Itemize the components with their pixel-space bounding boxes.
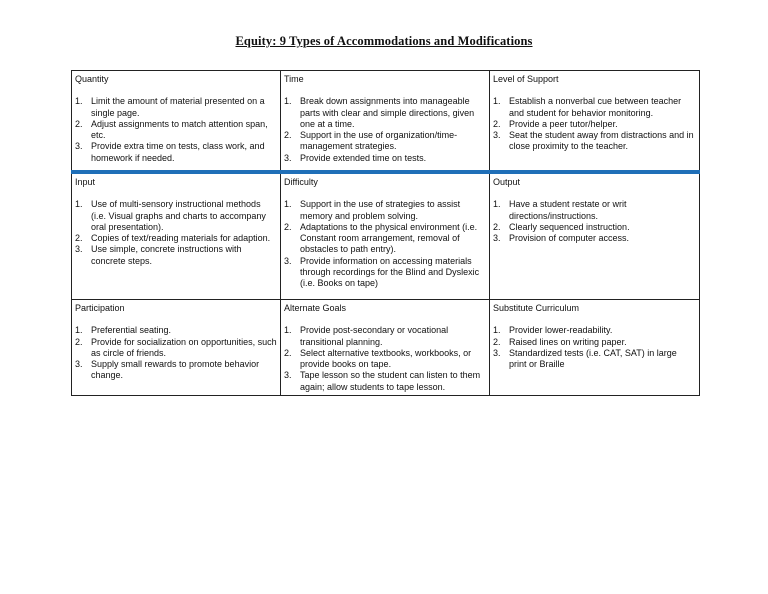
item-number: 3. [493,130,501,141]
list-item [493,96,696,119]
item-number: 1. [284,199,292,210]
item-number: 2. [284,347,292,358]
list-item [75,141,277,164]
item-text: Tape lesson so the student can listen to them again; allow students to tape lesson. [300,370,481,392]
item-number: 1. [75,199,83,210]
item-text: Provide for socialization on opportunities, such as circle of friends. [91,336,277,358]
item-text: Clearly sequenced instruction. [509,221,630,232]
accommodations-table [71,70,700,396]
list-item [75,233,277,244]
list-item [493,199,696,222]
item-number: 3. [284,152,292,163]
item-number: 2. [493,336,501,347]
cell-level-of-support [490,71,700,173]
list-item [75,325,277,336]
item-list [284,199,486,289]
item-number: 3. [75,359,83,370]
list-item [75,359,277,382]
table-row [72,300,700,396]
item-list [75,96,277,164]
cell-time [281,71,490,173]
cell-heading: Participation [75,303,125,313]
item-list [493,199,696,244]
item-number: 2. [284,221,292,232]
list-item [493,325,696,336]
list-item [75,199,277,233]
cell-participation [72,300,281,396]
cell-heading: Alternate Goals [284,303,347,313]
list-item [493,222,696,233]
item-number: 1. [75,325,83,336]
item-text: Provide extended time on tests. [300,152,427,163]
item-number: 2. [75,118,83,129]
cell-heading: Output [493,177,521,187]
cell-substitute-curriculum [490,300,700,396]
list-item [75,337,277,360]
item-number: 1. [493,325,501,336]
item-text: Break down assignments into manageable parts with clear and simple directions, given one at a time. [300,96,475,129]
item-list [284,96,486,164]
item-text: Select alternative textbooks, workbooks, or provide books on tape. [300,347,472,370]
item-text: Provider lower-readability. [509,325,613,336]
item-text: Provide post-secondary or vocational transitional planning. [300,325,449,347]
item-number: 2. [75,233,83,244]
item-number: 2. [284,130,292,141]
item-list [493,96,696,152]
list-item [284,348,486,371]
item-number: 1. [284,96,292,107]
list-item [284,325,486,348]
item-text: Use of multi-sensory instructional methods (i.e. Visual graphs and charts to accompany oral presentation). [91,199,266,232]
item-number: 2. [493,221,501,232]
cell-output [490,172,700,300]
item-text: Raised lines on writing paper. [509,336,627,347]
item-number: 1. [75,96,83,107]
page-title: Equity: 9 Types of Accommodations and Modifications [235,34,533,48]
item-number: 1. [493,96,501,107]
item-number: 2. [493,118,501,129]
list-item [75,96,277,119]
item-text: Copies of text/reading materials for adaption. [91,233,271,244]
item-number: 2. [75,336,83,347]
item-text: Adjust assignments to match attention span, etc. [91,118,268,141]
cell-heading: Difficulty [284,177,318,187]
item-number: 1. [493,199,501,210]
list-item [493,233,696,244]
cell-heading: Quantity [75,74,109,84]
item-number: 3. [75,244,83,255]
cell-heading: Input [75,177,96,187]
list-item [284,370,486,393]
item-text: Provision of computer access. [509,233,630,244]
item-text: Use simple, concrete instructions with concrete steps. [91,244,242,266]
list-item [493,337,696,348]
item-text: Standardized tests (i.e. CAT, SAT) in large print or Braille [509,347,677,370]
list-item [493,348,696,371]
list-item [493,130,696,153]
item-text: Provide extra time on tests, class work, and homework if needed. [91,141,265,163]
item-text: Have a student restate or writ directions/instructions. [509,199,627,221]
cell-alternate-goals [281,300,490,396]
list-item [284,153,486,164]
cell-heading: Time [284,74,304,84]
item-number: 1. [284,325,292,336]
list-item [75,244,277,267]
item-text: Preferential seating. [91,325,172,336]
item-number: 3. [284,255,292,266]
item-number: 3. [284,370,292,381]
list-item [284,96,486,130]
list-item [493,119,696,130]
item-list [75,325,277,381]
list-item [284,222,486,256]
item-text: Support in the use of strategies to assist memory and problem solving. [300,199,461,221]
item-list [284,325,486,393]
item-text: Limit the amount of material presented on a single page. [91,96,265,118]
item-text: Seat the student away from distractions and in close proximity to the teacher. [509,130,694,152]
item-number: 3. [75,141,83,152]
cell-input [72,172,281,300]
list-item [284,130,486,153]
list-item [284,199,486,222]
cell-difficulty [281,172,490,300]
table-row [72,172,700,300]
item-text: Support in the use of organization/time-management strategies. [300,130,458,152]
item-text: Supply small rewards to promote behavior change. [91,359,260,381]
item-text: Provide a peer tutor/helper. [509,118,618,129]
item-number: 3. [493,233,501,244]
table-row [72,71,700,173]
item-text: Establish a nonverbal cue between teacher and student for behavior monitoring. [509,96,682,118]
item-text: Provide information on accessing materials through recordings for the Blind and Dyslexic (i.e. Books on tape) [300,255,480,289]
item-list [493,325,696,370]
item-list [75,199,277,267]
list-item [75,119,277,142]
cell-heading: Level of Support [493,74,559,84]
item-number: 3. [493,347,501,358]
list-item [284,256,486,290]
cell-quantity [72,71,281,173]
cell-heading: Substitute Curriculum [493,303,580,313]
item-text: Adaptations to the physical environment (i.e. Constant room arrangement, removal of obstacles to path entry). [300,221,478,255]
